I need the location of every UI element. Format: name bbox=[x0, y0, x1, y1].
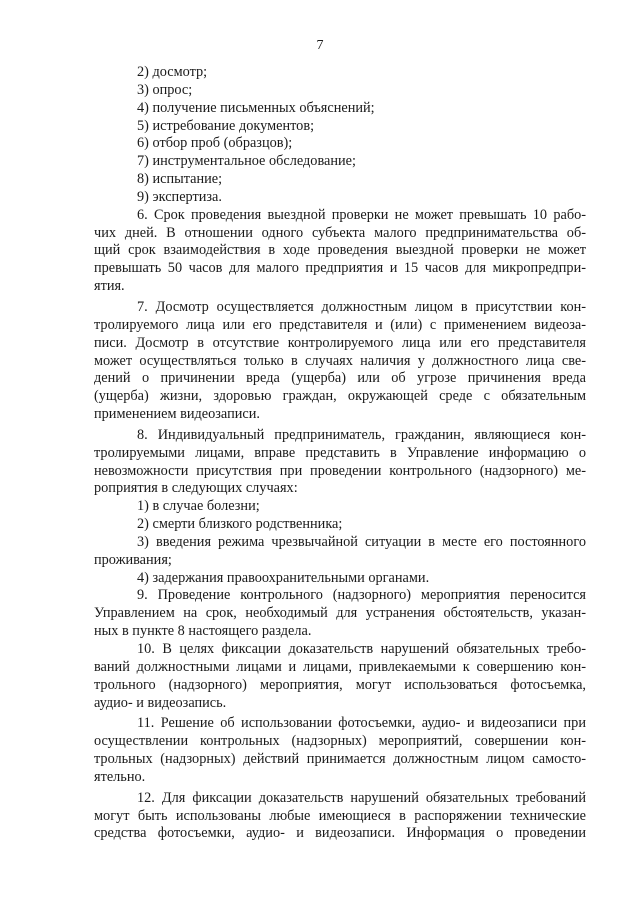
text-line: ваний должностными лицами и лицами, привлекаемыми к совершению кон- bbox=[94, 658, 586, 675]
text-line: 1) в случае болезни; bbox=[137, 498, 260, 515]
text-line: 3) опрос; bbox=[137, 81, 193, 98]
text-line: ятия. bbox=[94, 278, 125, 295]
text-line: писи. Досмотр в отсутствие контролируемого лица или его представителя bbox=[94, 334, 586, 351]
text-line: 5) истребование документов; bbox=[137, 117, 315, 134]
text-line: аудио- и видеозапись. bbox=[94, 694, 227, 711]
text-line: 7. Досмотр осуществляется должностным лицом в присутствии кон- bbox=[137, 298, 586, 315]
text-line: 3) введения режима чрезвычайной ситуации в месте его постоянного bbox=[137, 533, 586, 550]
text-line: 4) задержания правоохранительными органами. bbox=[137, 569, 430, 586]
text-line: проживания; bbox=[94, 551, 172, 568]
text-line: 9) экспертиза. bbox=[137, 188, 222, 205]
text-line: средства фотосъемки, аудио- и видеозаписи. Информация о проведении bbox=[94, 825, 586, 842]
document-body bbox=[94, 64, 586, 843]
text-line: 12. Для фиксации доказательств нарушений обязательных требований bbox=[137, 789, 586, 806]
text-line: ятельно. bbox=[94, 768, 146, 785]
text-line: тролируемыми лицами, вправе представить в Управление информацию о bbox=[94, 444, 586, 461]
text-line: невозможности присутствия при проведении контрольного (надзорного) ме- bbox=[94, 462, 586, 479]
text-line: 6) отбор проб (образцов); bbox=[137, 135, 293, 152]
text-line: ных в пункте 8 настоящего раздела. bbox=[94, 623, 312, 640]
text-line: 9. Проведение контрольного (надзорного) мероприятия переносится bbox=[137, 587, 586, 604]
text-line: трольного (надзорного) мероприятия, могут использоваться фотосъемка, bbox=[94, 676, 586, 693]
text-line: применением видеозаписи. bbox=[94, 406, 260, 423]
text-line: Управлением на срок, необходимый для устранения обстоятельств, указан- bbox=[94, 605, 586, 622]
text-line: чих дней. В отношении одного субъекта малого предпринимательства об- bbox=[94, 224, 586, 241]
text-line: дений о причинении вреда (ущерба) или об угрозе причинения вреда bbox=[94, 370, 586, 387]
page-number: 7 bbox=[316, 38, 324, 53]
text-line: трольных (надзорных) действий принимается должностным лицом самосто- bbox=[94, 751, 586, 768]
text-line: щий срок взаимодействия в ходе проведения выездной проверки не может bbox=[94, 242, 586, 259]
text-line: (ущерба) жизни, здоровью граждан, окружающей среде с обязательным bbox=[94, 388, 586, 405]
text-line: 10. В целях фиксации доказательств нарушений обязательных требо- bbox=[137, 641, 586, 657]
text-line: могут быть использованы любые имеющиеся в распоряжении технические bbox=[94, 807, 586, 824]
text-line: 2) смерти близкого родственника; bbox=[137, 516, 343, 533]
text-line: 8. Индивидуальный предприниматель, гражданин, являющиеся кон- bbox=[137, 426, 586, 443]
text-line: осуществлении контрольных (надзорных) мероприятий, совершении кон- bbox=[94, 733, 586, 750]
text-line: 6. Срок проведения выездной проверки не может превышать 10 рабо- bbox=[137, 206, 586, 223]
text-line: 2) досмотр; bbox=[137, 64, 208, 80]
text-line: 7) инструментальное обследование; bbox=[137, 153, 356, 170]
text-line: превышать 50 часов для малого предприятия и 15 часов для микропредпри- bbox=[94, 260, 586, 277]
text-line: роприятия в следующих случаях: bbox=[94, 480, 298, 497]
text-line: может осуществляться только в случаях наличия у должностного лица све- bbox=[94, 352, 586, 369]
text-line: 4) получение письменных объяснений; bbox=[137, 99, 375, 116]
text-line: 11. Решение об использовании фотосъемки, аудио- и видеозаписи при bbox=[137, 715, 586, 732]
text-line: тролируемого лица или его представителя и (или) с применением видеоза- bbox=[94, 316, 586, 333]
text-line: 8) испытание; bbox=[137, 171, 223, 188]
